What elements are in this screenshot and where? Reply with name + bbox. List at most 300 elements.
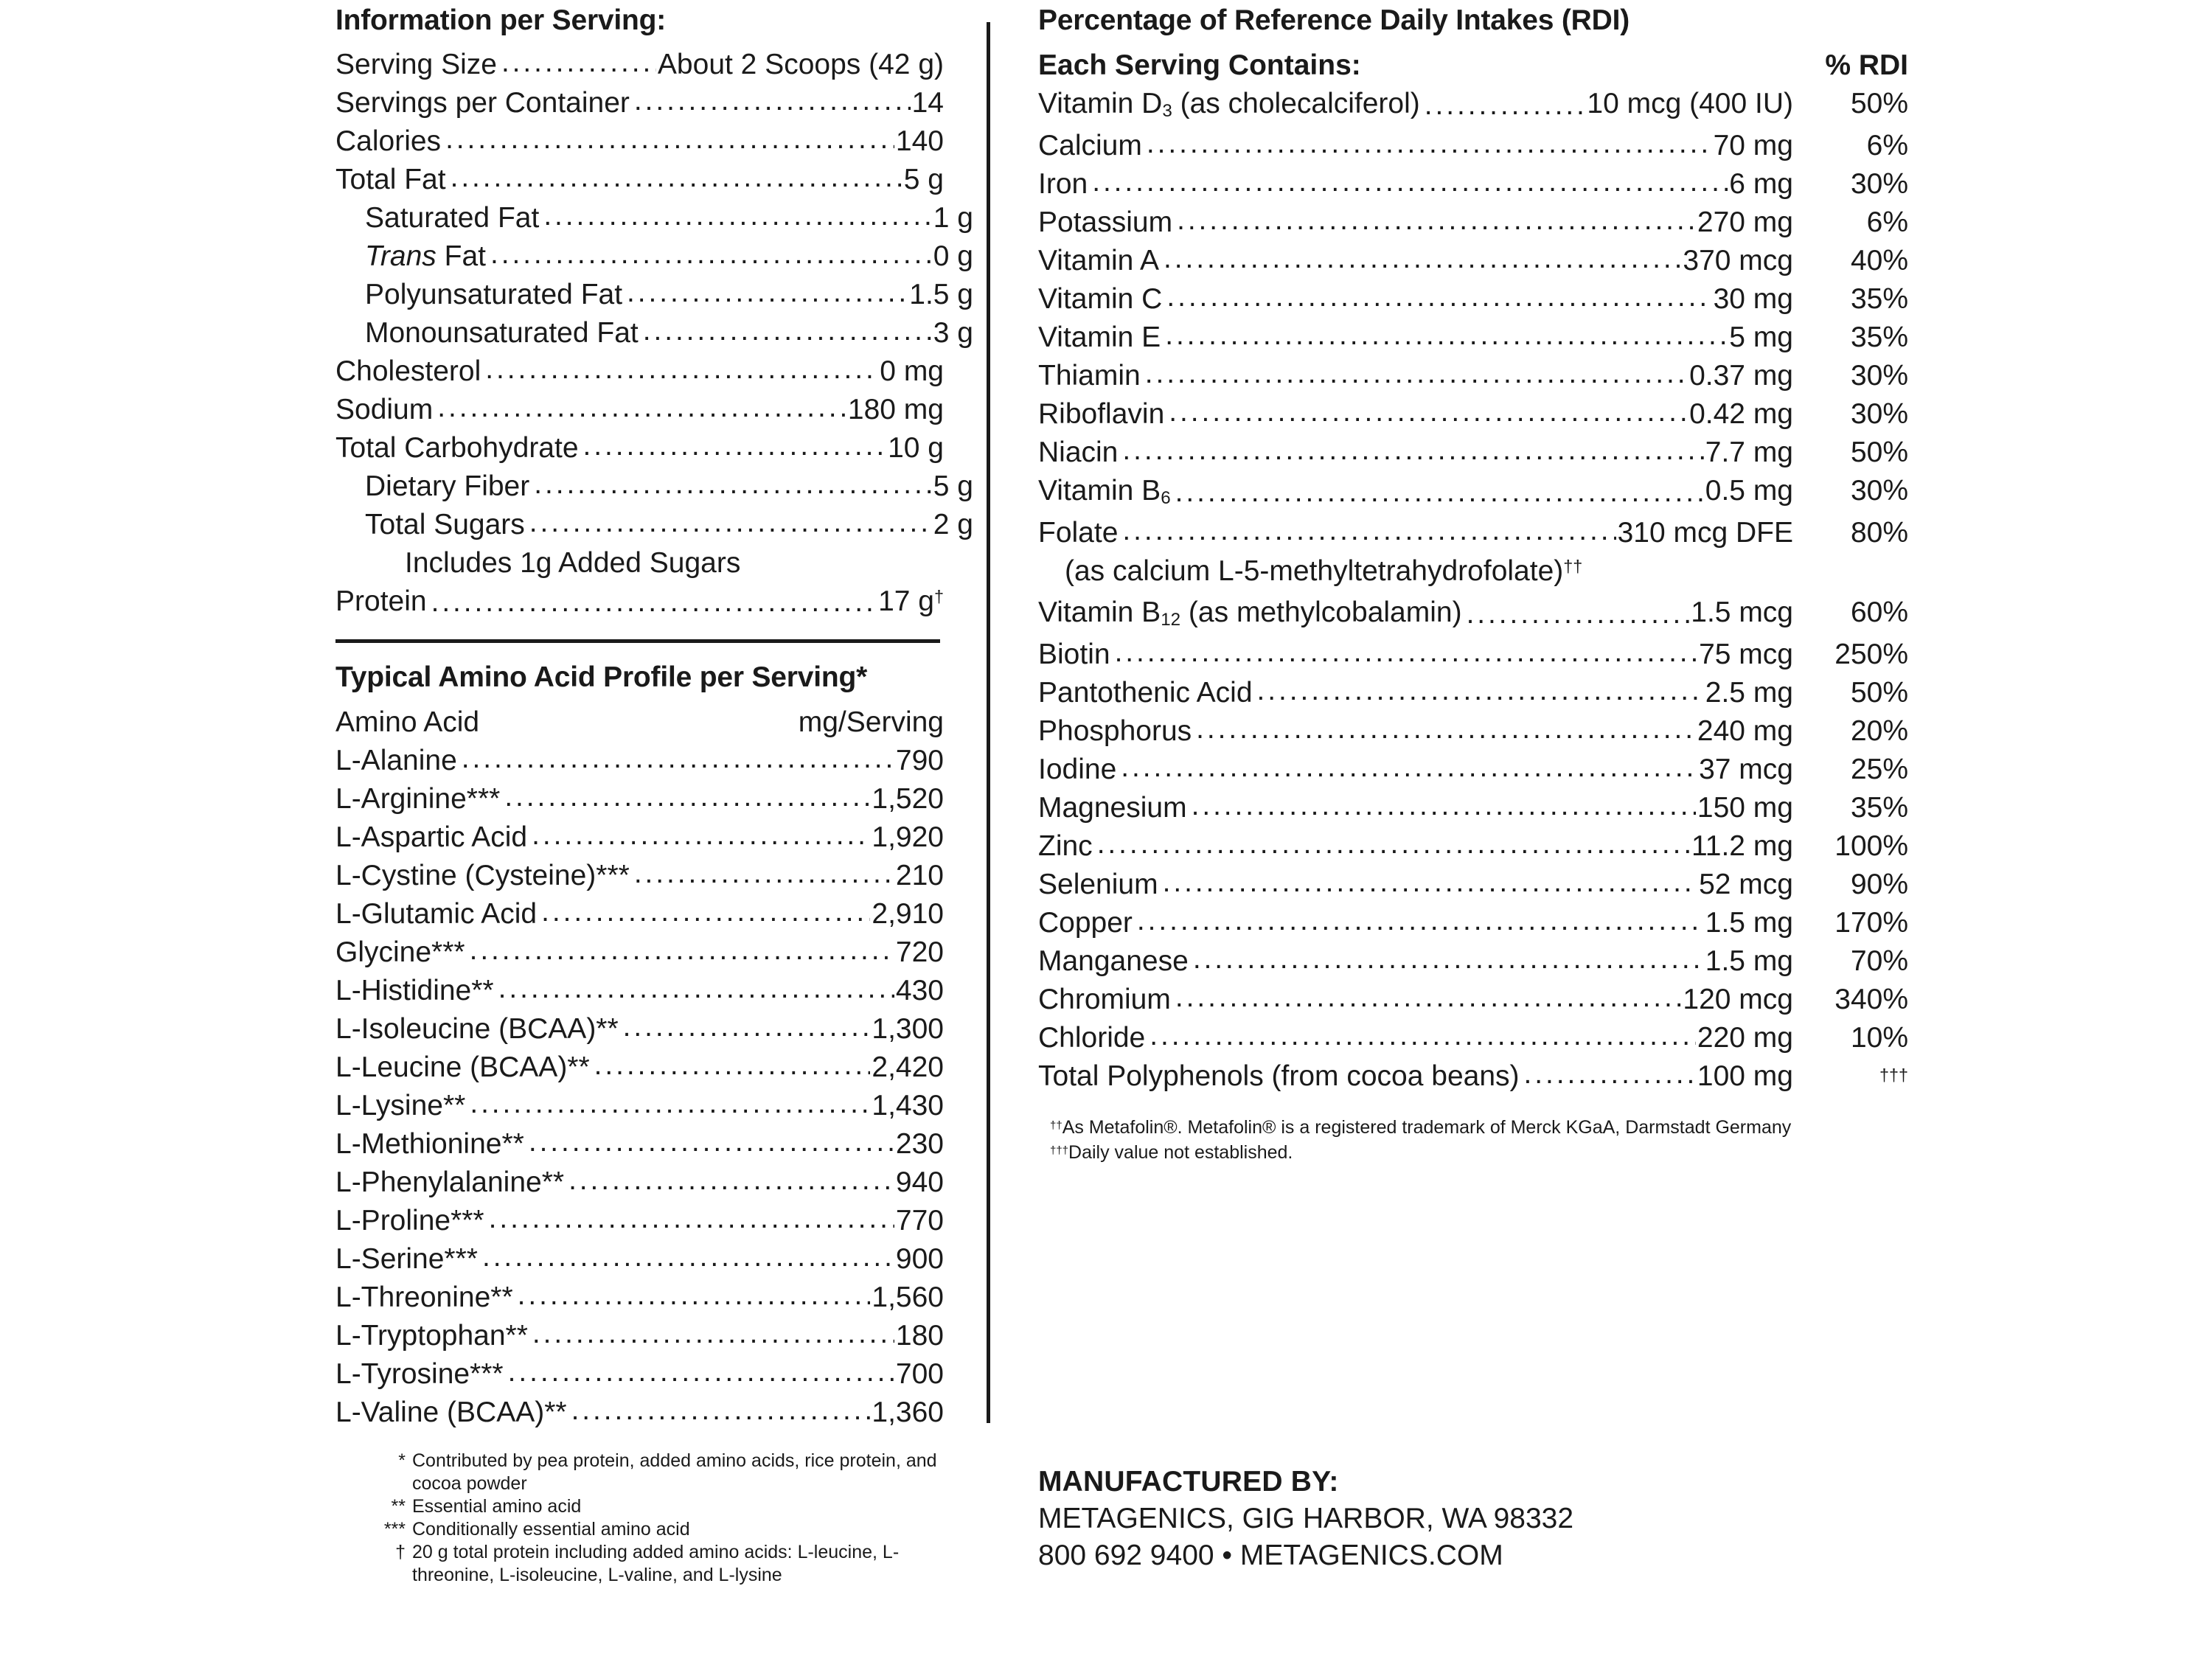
footnote-text: Essential amino acid (412, 1496, 582, 1517)
rdi-row-line (1038, 434, 1908, 472)
rdi-row-line (1038, 866, 1908, 904)
amino-acid-name: L-Threonine** (335, 1281, 513, 1313)
amino-acid-row (335, 742, 944, 780)
rdi-percent-value: 90% (1850, 869, 1908, 900)
rdi-nutrient (1038, 866, 1793, 904)
rdi-nutrient-name: Vitamin $B_6$ (1038, 475, 1171, 509)
rdi-row-line (1038, 204, 1908, 242)
rdi-percent-value: 30% (1850, 168, 1908, 200)
leader-dots (1121, 760, 1697, 789)
amino-acid-value: 210 (895, 860, 944, 891)
manufacturer-contact: 800 692 9400 • METAGENICS.COM (1038, 1540, 1503, 1571)
leader-dots (482, 1250, 894, 1279)
rdi-row (1038, 981, 1908, 1019)
nutrient-name: Total Sugars (365, 509, 525, 540)
rdi-nutrient-amount: 37 mcg (1699, 754, 1793, 785)
amino-acid-value: 1,560 (872, 1281, 944, 1313)
left-footnotes (335, 1450, 944, 1587)
amino-acid-column-header: Amino Acid (335, 706, 480, 738)
leader-dots (470, 943, 894, 972)
rdi-row (1038, 751, 1908, 789)
rdi-nutrient (1038, 357, 1793, 395)
leader-dots (1192, 799, 1696, 827)
rdi-percent-value: 35% (1850, 283, 1908, 315)
amino-acid-row (335, 1355, 944, 1394)
leader-dots (1122, 443, 1703, 472)
leader-dots (489, 1211, 894, 1240)
rdi-nutrient-name: Magnesium (1038, 792, 1187, 824)
rdi-row-line (1038, 319, 1908, 357)
nutrition-row (335, 276, 973, 314)
amino-acid-row (335, 780, 944, 818)
amino-acid-row (335, 1164, 944, 1202)
leader-dots (1257, 684, 1704, 712)
nutrition-row (335, 582, 944, 624)
nutrient-name: Total Fat (335, 164, 446, 195)
rdi-percent-value: 30% (1850, 475, 1908, 507)
rdi-percent-value: 6% (1866, 130, 1908, 161)
leader-dots (571, 1403, 871, 1432)
rdi-row (1038, 319, 1908, 357)
rdi-percent-value: 10% (1850, 1022, 1908, 1054)
rdi-nutrient (1038, 472, 1793, 514)
information-per-serving-title: Information per Serving: (335, 4, 667, 36)
nutrition-row (335, 429, 944, 467)
rdi-nutrient-name: Potassium (1038, 206, 1173, 238)
nutrient-value: 5 g (903, 164, 944, 195)
rdi-row (1038, 866, 1908, 904)
leader-dots (532, 1326, 894, 1355)
leader-dots (518, 1288, 871, 1317)
rdi-nutrient-name: Iodine (1038, 754, 1117, 785)
footnote (335, 1541, 944, 1587)
leader-dots (451, 170, 902, 199)
amino-acid-value: 2,420 (872, 1051, 944, 1083)
vertical-column-divider (987, 22, 990, 1423)
rdi-row-line (1038, 674, 1908, 712)
rdi-nutrient-amount: 220 mg (1697, 1022, 1793, 1054)
rdi-nutrient (1038, 827, 1793, 866)
rdi-nutrient-amount: 370 mcg (1683, 245, 1793, 276)
rdi-row-line (1038, 85, 1908, 127)
left-column (335, 0, 973, 1587)
amino-acid-value: 430 (895, 975, 944, 1006)
rdi-percent-value: ††† (1879, 1065, 1908, 1085)
nutrient-name: Protein (335, 585, 427, 617)
rdi-nutrient (1038, 514, 1793, 552)
rdi-row (1038, 594, 1908, 636)
rdi-percent-value: 70% (1850, 945, 1908, 977)
rdi-row-line (1038, 472, 1908, 514)
footnote-marker: * (398, 1450, 406, 1471)
percent-rdi-column-header: % RDI (1825, 49, 1908, 81)
amino-acid-profile-title: Typical Amino Acid Profile per Serving* (335, 661, 868, 693)
rdi-nutrient-amount: 10 mcg (400 IU) (1587, 88, 1793, 119)
rdi-nutrient-amount: 0.42 mg (1689, 398, 1793, 430)
footnote-text: Daily value not established. (1068, 1142, 1293, 1163)
amino-acid-row (335, 1125, 944, 1164)
rdi-nutrient-amount: 150 mg (1697, 792, 1793, 824)
rdi-percent-value: 80% (1850, 517, 1908, 549)
leader-dots (1097, 837, 1690, 866)
rdi-nutrient-name: Copper (1038, 907, 1133, 939)
nutrition-row (335, 161, 944, 199)
each-serving-contains-header: Each Serving Contains: (1038, 49, 1361, 81)
leader-dots (532, 828, 870, 857)
rdi-nutrient (1038, 789, 1793, 827)
amino-acid-row (335, 857, 944, 895)
amino-acid-list (335, 742, 944, 1432)
rdi-nutrient-name: Manganese (1038, 945, 1189, 977)
rdi-nutrient (1038, 85, 1793, 127)
rdi-row (1038, 674, 1908, 712)
nutrition-row (335, 199, 973, 237)
amino-acid-name: L-Tyrosine*** (335, 1358, 504, 1390)
leader-dots (529, 515, 932, 544)
rdi-percent-value: 50% (1850, 437, 1908, 468)
amino-acid-row (335, 1010, 944, 1048)
amino-acid-row (335, 1048, 944, 1087)
nutrition-row (335, 467, 973, 506)
nutrient-name: Polyunsaturated Fat (365, 279, 623, 310)
amino-acid-name: L-Methionine** (335, 1128, 524, 1160)
rdi-percent-value: 20% (1850, 715, 1908, 747)
nutrient-name: Saturated Fat (365, 202, 540, 234)
rdi-row-line (1038, 395, 1908, 434)
rdi-percent-value: 35% (1850, 792, 1908, 824)
amino-acid-value: 230 (895, 1128, 944, 1160)
leader-dots (568, 1173, 894, 1202)
rdi-row (1038, 472, 1908, 514)
footnote (335, 1495, 944, 1518)
information-per-serving-list (335, 46, 973, 624)
leader-dots (1163, 875, 1698, 904)
rdi-row (1038, 1057, 1908, 1099)
rdi-percent-value: 50% (1850, 88, 1908, 119)
nutrition-row (335, 84, 944, 122)
rdi-nutrient (1038, 1019, 1793, 1057)
nutrition-row (335, 122, 944, 161)
rdi-nutrient-amount: 270 mg (1697, 206, 1793, 238)
rdi-percent-value: 40% (1850, 245, 1908, 276)
rdi-nutrient (1038, 751, 1793, 789)
rdi-nutrient (1038, 280, 1793, 319)
amino-acid-name: L-Glutamic Acid (335, 898, 538, 930)
nutrient-name: Monounsaturated Fat (365, 317, 639, 349)
footnote-marker: † (395, 1542, 406, 1562)
nutrient-value: 5 g (933, 470, 973, 502)
amino-acid-value: 1,300 (872, 1013, 944, 1045)
rdi-row (1038, 712, 1908, 751)
amino-acid-name: L-Valine (BCAA)** (335, 1397, 567, 1428)
amino-acid-row (335, 1279, 944, 1317)
rdi-nutrient-amount: 2.5 mg (1705, 677, 1793, 709)
rdi-nutrient (1038, 242, 1793, 280)
rdi-nutrient (1038, 204, 1793, 242)
amino-acid-row (335, 1087, 944, 1125)
rdi-row-line (1038, 712, 1908, 751)
amino-acid-row (335, 933, 944, 972)
leader-dots (1115, 645, 1698, 674)
footnote-marker: ** (391, 1496, 406, 1517)
rdi-percent-value: 60% (1850, 597, 1908, 628)
leader-dots (1425, 98, 1586, 127)
amino-acid-value: 770 (895, 1205, 944, 1237)
nutrition-row (335, 352, 944, 391)
rdi-nutrient-name: Riboflavin (1038, 398, 1165, 430)
nutrient-name: Serving Size (335, 49, 497, 80)
rdi-row-line (1038, 1019, 1908, 1057)
nutrient-value: 1.5 g (909, 279, 973, 310)
leader-dots (431, 595, 877, 624)
footnote-text: Contributed by pea protein, added amino acids, rice protein, and cocoa powder (412, 1450, 937, 1494)
rdi-nutrient (1038, 127, 1793, 165)
leader-dots (508, 1365, 894, 1394)
rdi-row-line (1038, 165, 1908, 204)
amino-acid-value: 720 (895, 936, 944, 968)
leader-dots (634, 866, 894, 895)
leader-dots (1166, 290, 1711, 319)
rdi-row (1038, 127, 1908, 165)
footnote (1050, 1116, 1908, 1141)
rdi-nutrient-amount: 0.37 mg (1689, 360, 1793, 392)
amino-acid-name: Glycine*** (335, 936, 465, 968)
nutrient-name: Total Carbohydrate (335, 432, 579, 464)
leader-dots (623, 1020, 871, 1048)
rdi-row (1038, 514, 1908, 594)
rdi-row-line (1038, 942, 1908, 981)
leader-dots (1524, 1067, 1696, 1096)
nutrient-name: Cholesterol (335, 355, 481, 387)
nutrient-name: Sodium (335, 394, 434, 425)
footnote-text: As Metafolin®. Metafolin® is a registered trademark of Merck KGaA, Darmstadt Germany (1062, 1117, 1792, 1138)
amino-acid-name: L-Leucine (BCAA)** (335, 1051, 590, 1083)
amino-acid-name: L-Isoleucine (BCAA)** (335, 1013, 619, 1045)
leader-dots (1137, 914, 1704, 942)
leader-dots (1145, 366, 1688, 395)
rdi-nutrient-name: Total Polyphenols (from cocoa beans) (1038, 1060, 1520, 1092)
leader-dots (541, 905, 870, 933)
leader-dots (529, 1135, 894, 1164)
rdi-row (1038, 636, 1908, 674)
amino-acid-name: L-Proline*** (335, 1205, 484, 1237)
leader-dots (1122, 524, 1615, 552)
amino-acid-value: 1,360 (872, 1397, 944, 1428)
amino-acid-value: 700 (895, 1358, 944, 1390)
rdi-row (1038, 827, 1908, 866)
nutrition-row (335, 46, 944, 84)
amino-acid-name: L-Phenylalanine** (335, 1166, 565, 1198)
leader-dots (445, 132, 894, 161)
nutrition-row (335, 544, 1013, 582)
leader-dots (1175, 990, 1682, 1019)
mg-per-serving-column-header: mg/Serving (798, 706, 944, 738)
rdi-row-line (1038, 981, 1908, 1019)
amino-acid-value: 180 (895, 1320, 944, 1352)
leader-dots (745, 554, 1012, 582)
rdi-row (1038, 204, 1908, 242)
rdi-nutrient-name: Biotin (1038, 639, 1110, 670)
rdi-nutrient (1038, 981, 1793, 1019)
footnote-marker: ††† (1050, 1144, 1069, 1158)
rdi-percent-value: 340% (1834, 984, 1908, 1015)
rdi-nutrient-amount: 1.5 mcg (1691, 597, 1793, 628)
rdi-row-line (1038, 242, 1908, 280)
nutrient-value: 14 (911, 87, 944, 119)
leader-dots (1196, 722, 1696, 751)
nutrient-name: Servings per Container (335, 87, 630, 119)
amino-acid-row (335, 1317, 944, 1355)
rdi-percent-value: 100% (1834, 830, 1908, 862)
leader-dots (634, 94, 911, 122)
footnote (1050, 1141, 1908, 1166)
right-column (1038, 0, 1908, 1166)
rdi-nutrient (1038, 165, 1793, 204)
rdi-nutrient-name: Chloride (1038, 1022, 1146, 1054)
rdi-nutrient (1038, 942, 1793, 981)
rdi-nutrient-name: Iron (1038, 168, 1088, 200)
rdi-row (1038, 434, 1908, 472)
rdi-nutrient-amount: 30 mg (1713, 283, 1793, 315)
rdi-nutrient-name: Niacin (1038, 437, 1119, 468)
leader-dots (504, 790, 870, 818)
rdi-nutrient (1038, 1057, 1793, 1096)
nutrient-value: 0 g (933, 240, 973, 272)
rdi-nutrient-amount: 100 mg (1697, 1060, 1793, 1092)
rdi-percent-value: 25% (1850, 754, 1908, 785)
leader-dots (1175, 485, 1704, 514)
leader-dots (1150, 1029, 1696, 1057)
rdi-nutrient-name: Folate (1038, 517, 1119, 549)
rdi-nutrient-amount: 120 mcg (1683, 984, 1793, 1015)
leader-dots (485, 362, 878, 391)
rdi-nutrient-name: Vitamin $D_3$ (as cholecalciferol) (1038, 88, 1420, 122)
rdi-nutrient-amount: 0.5 mg (1705, 475, 1793, 507)
amino-acid-row (335, 1394, 944, 1432)
rdi-row (1038, 942, 1908, 981)
rdi-row (1038, 280, 1908, 319)
amino-acid-value: 1,520 (872, 783, 944, 815)
rdi-row (1038, 904, 1908, 942)
leader-dots (470, 1096, 870, 1125)
amino-acid-row (335, 1240, 944, 1279)
rdi-nutrient (1038, 904, 1793, 942)
nutrient-value: 3 g (933, 317, 973, 349)
nutrient-value: 2 g (933, 509, 973, 540)
rdi-nutrient-amount: 7.7 mg (1705, 437, 1793, 468)
leader-dots (583, 439, 887, 467)
rdi-nutrient-name: Phosphorus (1038, 715, 1192, 747)
rdi-nutrient-amount: 1.5 mg (1705, 945, 1793, 977)
rdi-percent-value: 30% (1850, 360, 1908, 392)
amino-acid-value: 790 (895, 745, 944, 776)
nutrition-row (335, 391, 944, 429)
rdi-row-line (1038, 1057, 1908, 1099)
manufacturer-block (1038, 1464, 1573, 1574)
amino-acid-name: L-Histidine** (335, 975, 494, 1006)
amino-acid-table-header (335, 703, 944, 742)
rdi-row-line (1038, 514, 1908, 552)
nutrient-name: Dietary Fiber (365, 470, 530, 502)
leader-dots (1092, 175, 1728, 204)
rdi-nutrient-amount: 6 mg (1729, 168, 1793, 200)
leader-dots (498, 981, 894, 1010)
leader-dots (501, 55, 656, 84)
leader-dots (1467, 607, 1690, 636)
leader-dots (643, 324, 932, 352)
rdi-nutrient-amount: 310 mcg DFE (1617, 517, 1793, 549)
nutrient-value: 0 mg (880, 355, 944, 387)
nutrition-row (335, 314, 973, 352)
rdi-percent-value: 35% (1850, 321, 1908, 353)
footnote (335, 1450, 944, 1495)
rdi-nutrient (1038, 319, 1793, 357)
amino-acid-name: L-Aspartic Acid (335, 821, 528, 853)
rdi-nutrient-amount: 52 mcg (1699, 869, 1793, 900)
rdi-row-line (1038, 127, 1908, 165)
leader-dots (594, 1058, 871, 1087)
rdi-row-line (1038, 904, 1908, 942)
nutrient-value: 140 (895, 125, 944, 157)
rdi-nutrient-subline: (as calcium L-5-methyltetrahydrofolate)†† (1065, 555, 1583, 587)
rdi-row (1038, 85, 1908, 127)
amino-acid-name: L-Cystine (Cysteine)*** (335, 860, 630, 891)
rdi-nutrient (1038, 674, 1793, 712)
rdi-row (1038, 1019, 1908, 1057)
rdi-percent-value: 30% (1850, 398, 1908, 430)
rdi-row (1038, 395, 1908, 434)
rdi-nutrient (1038, 434, 1793, 472)
nutrient-value: 1 g (933, 202, 973, 234)
manufactured-by-heading: MANUFACTURED BY: (1038, 1466, 1339, 1498)
leader-dots (462, 751, 894, 780)
rdi-nutrient-name: Pantothenic Acid (1038, 677, 1253, 709)
leader-dots (627, 285, 908, 314)
rdi-nutrient-name: Vitamin C (1038, 283, 1163, 315)
rdi-nutrient-name: Chromium (1038, 984, 1171, 1015)
rdi-nutrient-amount: 5 mg (1729, 321, 1793, 353)
leader-dots (534, 477, 932, 506)
manufacturer-address: METAGENICS, GIG HARBOR, WA 98332 (1038, 1503, 1574, 1534)
amino-acid-name: L-Lysine** (335, 1090, 466, 1121)
leader-dots (543, 209, 931, 237)
leader-dots (490, 247, 932, 276)
nutrition-row (335, 237, 973, 276)
rdi-percent-value: 50% (1850, 677, 1908, 709)
rdi-row-line (1038, 789, 1908, 827)
leader-dots (437, 400, 846, 429)
rdi-nutrient-name: Vitamin A (1038, 245, 1160, 276)
leader-dots (1177, 213, 1696, 242)
rdi-nutrient-name: Selenium (1038, 869, 1158, 900)
leader-dots (1169, 405, 1688, 434)
footnote-text: 20 g total protein including added amino acids: L-leucine, L-threonine, L-isoleucine, L-valine, and L-lysine (412, 1542, 900, 1585)
rdi-row-line (1038, 751, 1908, 789)
rdi-nutrient (1038, 712, 1793, 751)
amino-acid-name: L-Tryptophan** (335, 1320, 528, 1352)
nutrient-name: Includes 1g Added Sugars (405, 547, 741, 579)
amino-acid-value: 940 (895, 1166, 944, 1198)
amino-acid-row (335, 972, 944, 1010)
rdi-nutrient (1038, 395, 1793, 434)
amino-acid-name: L-Alanine (335, 745, 457, 776)
amino-acid-value: 2,910 (872, 898, 944, 930)
rdi-table-header (1038, 46, 1908, 85)
section-divider-rule (335, 639, 940, 643)
rdi-list (1038, 85, 1908, 1099)
rdi-nutrient-name: Vitamin E (1038, 321, 1161, 353)
amino-acid-row (335, 1202, 944, 1240)
